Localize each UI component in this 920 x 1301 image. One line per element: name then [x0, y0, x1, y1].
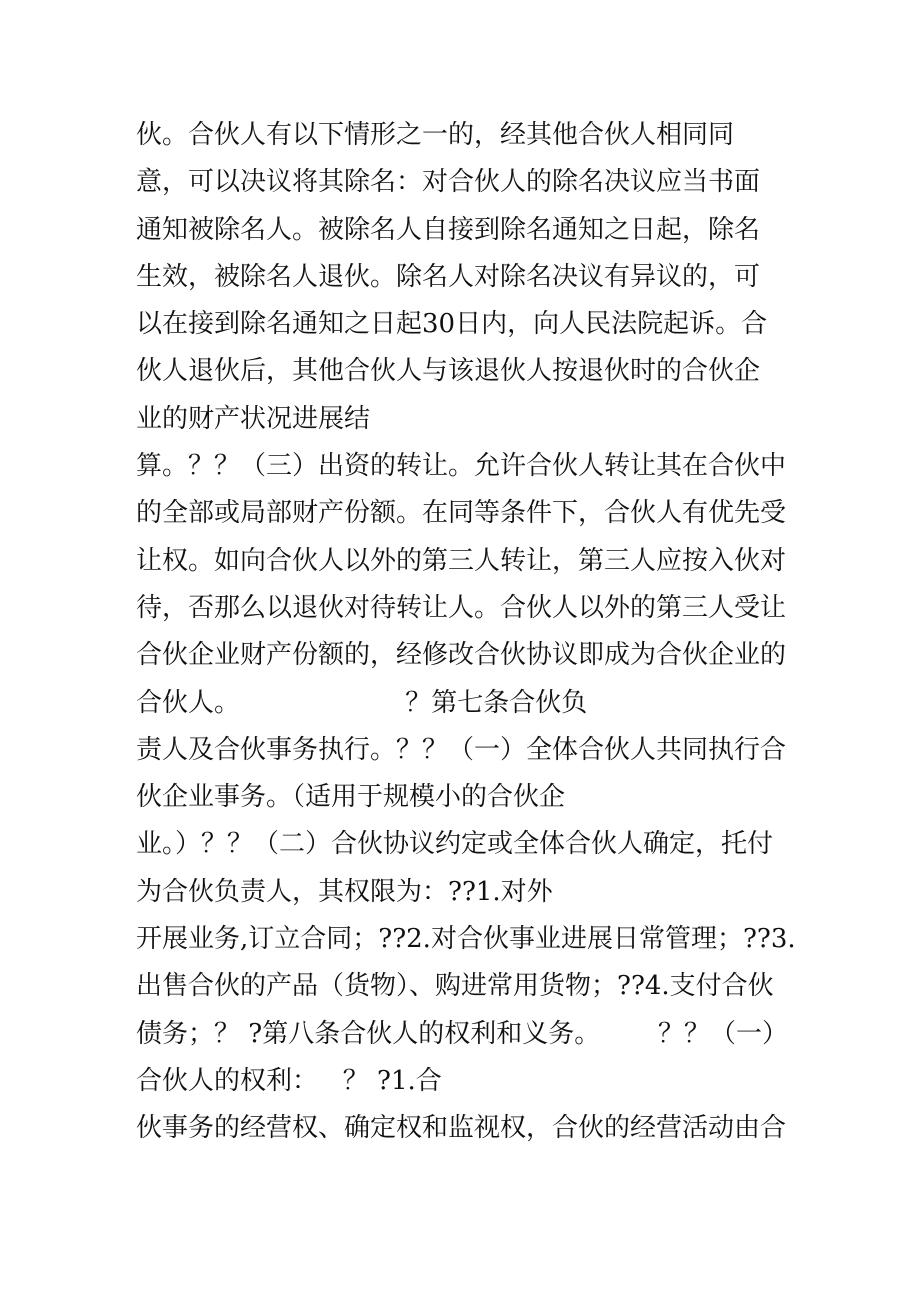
text-line: 伙企业事务。（适用于规模小的合伙企 — [136, 782, 566, 813]
text-line: 债务；？ ?第八条合伙人的权利和义务。 ？？（一） — [136, 1018, 789, 1049]
body-text — [136, 112, 816, 1153]
text-line: 为合伙负责人，其权限为：??1.对外 — [136, 876, 553, 907]
text-line: 伙。合伙人有以下情形之一的，经其他合伙人相同同 — [136, 120, 735, 150]
text-line: 算。？？（三）出资的转让。允许合伙人转让其在合伙中 — [136, 451, 787, 482]
text-line: 伙事务的经营权、确定权和监视权，合伙的经营活动由合 — [136, 1113, 787, 1144]
text-line: 以在接到除名通知之日起30日内，向人民法院起诉。合 — [136, 309, 768, 340]
text-line: 业。）？？（二）合伙协议约定或全体合伙人确定，托付 — [136, 829, 774, 860]
text-line: 开展业务,订立合同；??2.对合伙事业进展日常管理；??3. — [136, 924, 796, 955]
text-line: 通知被除名人。被除名人自接到除名通知之日起，除名 — [136, 214, 761, 245]
text-line: 业的财产状况进展结 — [136, 403, 371, 434]
text-line: 合伙人的权利： ？ ?1.合 — [136, 1065, 442, 1096]
text-line: 责人及合伙事务执行。？？（一）全体合伙人共同执行合 — [136, 734, 787, 765]
text-line: 让权。如向合伙人以外的第三人转让，第三人应按入伙对 — [136, 545, 787, 576]
text-line: 伙人退伙后，其他合伙人与该退伙人按退伙时的合伙企 — [136, 356, 761, 387]
text-line: 待，否那么以退伙对待转让人。合伙人以外的第三人受让 — [136, 592, 787, 623]
text-line: 出售合伙的产品（货物）、购进常用货物；??4.支付合伙 — [136, 971, 774, 1002]
text-line: 意，可以决议将其除名：对合伙人的除名决议应当书面 — [136, 167, 761, 198]
text-line: 的全部或局部财产份额。在同等条件下，合伙人有优先受 — [136, 498, 787, 529]
text-line: 合伙人。 ？第七条合伙负 — [136, 687, 588, 718]
text-line: 合伙企业财产份额的，经修改合伙协议即成为合伙企业的 — [136, 640, 787, 671]
text-line: 生效，被除名人退伙。除名人对除名决议有异议的，可 — [136, 261, 761, 292]
